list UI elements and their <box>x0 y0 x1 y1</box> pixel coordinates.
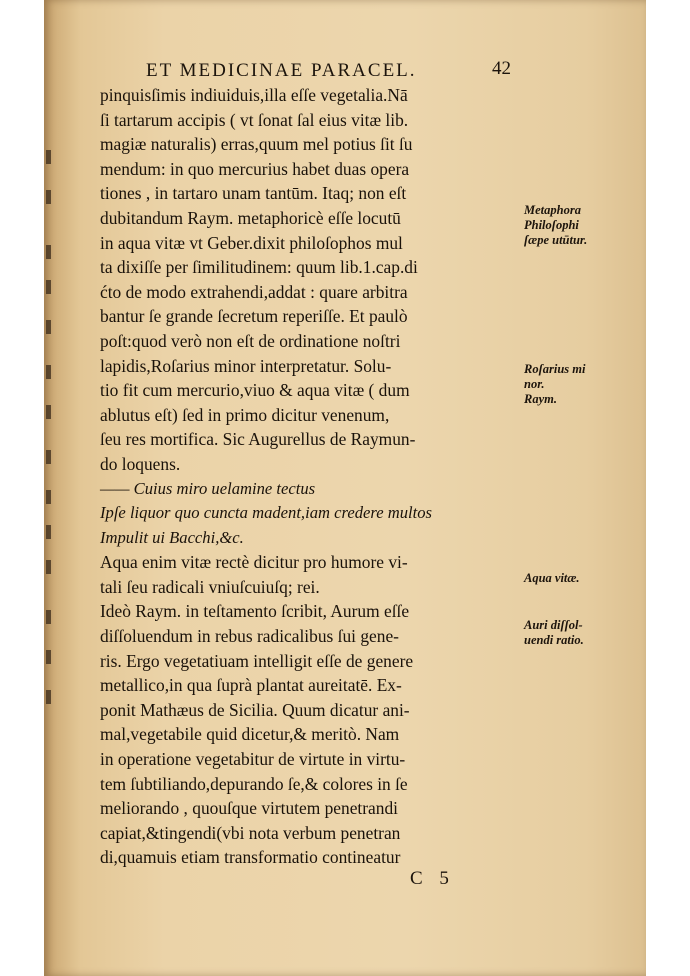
signature-mark: C 5 <box>410 868 455 889</box>
text-line: bantur ſe grande ſecretum reperiſſe. Et paulò <box>100 306 408 327</box>
note-line: nor. <box>524 377 545 391</box>
text-line: tali ſeu radicali vniuſcuiuſq; rei. <box>100 576 320 597</box>
note-line: ſæpe utūtur. <box>524 233 588 247</box>
facing-page-bleed <box>44 150 58 710</box>
note-line: Metaphora <box>524 203 581 217</box>
note-line: uendi ratio. <box>524 633 584 647</box>
body-text <box>100 83 520 870</box>
note-line: Philoſophi <box>524 218 579 232</box>
text-line: do loquens. <box>100 453 181 474</box>
text-line: magiæ naturalis) erras,quum mel potius ſit ſu <box>100 134 413 155</box>
text-line: tio fit cum mercurio,viuo & aqua vitæ ( dum <box>100 380 410 401</box>
text-line: Ideò Raym. in teſtamento ſcribit, Aurum eſſe <box>100 601 410 622</box>
text-line: ris. Ergo vegetatiuam intelligit eſſe de genere <box>100 650 414 671</box>
note-line: Raym. <box>524 392 557 406</box>
marginal-note-metaphora <box>524 203 587 248</box>
verse-line: Impulit ui Bacchi,&c. <box>100 527 244 547</box>
text-line: di,quamuis etiam transformatio contineatur <box>100 847 401 868</box>
text-line: tiones , in tartaro unam tantūm. Itaq; non eſt <box>100 183 407 204</box>
text-line: ſeu res mortifica. Sic Augurellus de Raymun- <box>100 429 416 450</box>
note-line: Aqua vitæ. <box>524 571 580 585</box>
verse-line: —— Cuius miro uelamine tectus <box>100 478 316 498</box>
marginal-note-aqua-vitae <box>524 571 580 586</box>
text-line: meliorando , quouſque virtutem penetrandi <box>100 798 398 819</box>
text-line: ta dixiſſe per ſimilitudinem: quum lib.1.cap.di <box>100 257 418 278</box>
text-line: ponit Mathæus de Sicilia. Quum dicatur ani- <box>100 699 410 720</box>
text-line: tem ſubtiliando,depurando ſe,& colores in ſe <box>100 773 408 794</box>
text-line: pinquisſimis indiuiduis,illa eſſe vegetalia.Nā <box>100 85 408 105</box>
note-line: Auri diſſol- <box>524 618 583 632</box>
text-line: Aqua enim vitæ rectè dicitur pro humore vi- <box>100 552 408 573</box>
text-line: metallico,in qua ſuprà plantat aureitatē. Ex- <box>100 675 402 696</box>
text-line: diſſoluendum in rebus radicalibus ſui gene- <box>100 626 399 647</box>
text-line: ćto de modo extrahendi,addat : quare arbitra <box>100 281 408 302</box>
text-line: in operatione vegetabitur de virtute in virtu- <box>100 749 406 770</box>
text-line: mal,vegetabile quid dicetur,& meritò. Nam <box>100 724 400 745</box>
verse-line: Ipſe liquor quo cuncta madent,iam credere multos <box>100 503 432 523</box>
marginal-note-auri <box>524 618 584 648</box>
folio-number: 42 <box>492 58 511 79</box>
note-line: Roſarius mi <box>524 362 586 376</box>
text-line: in aqua vitæ vt Geber.dixit philoſophos mul <box>100 232 403 253</box>
text-line: mendum: in quo mercurius habet duas opera <box>100 158 410 179</box>
text-line: capiat,&tingendi(vbi nota verbum penetran <box>100 822 401 843</box>
text-line: lapidis,Roſarius minor interpretatur. Solu- <box>100 355 392 376</box>
text-line: ablutus eſt) ſed in primo dicitur venenum, <box>100 404 390 425</box>
text-line: poſt:quod verò non eſt de ordinatione noſtri <box>100 330 401 351</box>
text-line: dubitandum Raym. metaphoricè eſſe locutū <box>100 207 401 228</box>
running-head: ET MEDICINAE PARACEL. <box>146 60 417 81</box>
marginal-note-rosarius <box>524 362 585 407</box>
text-line: ſi tartarum accipis ( vt ſonat ſal eius vitæ lib. <box>100 109 409 130</box>
